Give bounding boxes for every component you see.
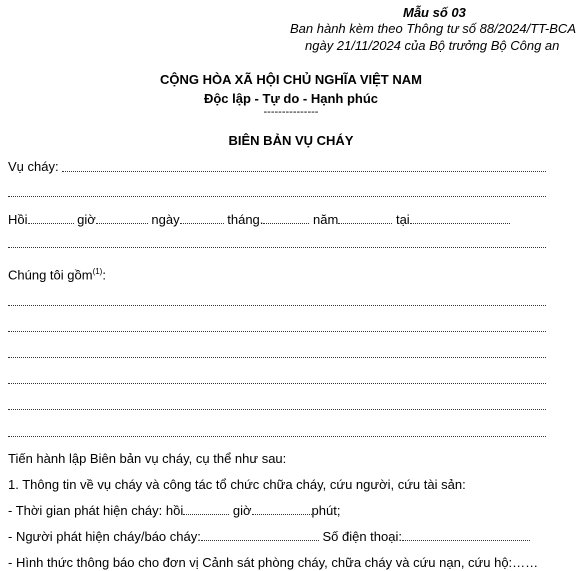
footnote-marker: (1)	[92, 267, 103, 276]
blank-line[interactable]	[8, 196, 546, 197]
nguoi-phat-hien-blank[interactable]	[201, 530, 319, 541]
thoi-gian-hour-blank[interactable]	[183, 504, 229, 515]
tai-label: tại	[395, 212, 410, 227]
blank-line[interactable]	[8, 409, 546, 410]
blank-line[interactable]	[8, 436, 546, 437]
nguoi-phat-hien-row	[8, 529, 530, 544]
blank-line[interactable]	[8, 383, 546, 384]
thoi-gian-minute-blank[interactable]	[252, 504, 312, 515]
tai-blank[interactable]	[410, 213, 510, 224]
ngay-blank[interactable]	[180, 213, 224, 224]
blank-line[interactable]	[8, 357, 546, 358]
document-title: BIÊN BẢN VỤ CHÁY	[228, 133, 354, 148]
ngay-label: ngày	[151, 212, 180, 227]
thoi-gian-row	[8, 503, 340, 518]
thoi-gian-label: - Thời gian phát hiện cháy: hồi	[8, 503, 184, 518]
section-1-heading: 1. Thông tin về vụ cháy và công tác tổ chức chữa cháy, cứu người, cứu tài sản:	[8, 477, 466, 492]
national-title: CỘNG HÒA XÃ HỘI CHỦ NGHĨA VIỆT NAM	[160, 72, 422, 87]
gio-blank[interactable]	[96, 213, 148, 224]
chung-toi-label: Chúng tôi gồm	[8, 267, 93, 283]
issued-line-1: Ban hành kèm theo Thông tư số 88/2024/TT-BCA	[290, 21, 576, 36]
thang-label: tháng.	[227, 212, 264, 227]
time-place-row	[8, 212, 510, 227]
national-motto: Độc lập - Tự do - Hạnh phúc	[203, 91, 379, 106]
blank-line[interactable]	[8, 331, 546, 332]
tien-hanh-text: Tiến hành lập Biên bản vụ cháy, cụ thể như sau:	[8, 451, 287, 466]
hoi-label: Hồi	[8, 212, 28, 227]
nguoi-phat-hien-label: - Người phát hiện cháy/báo cháy:	[8, 529, 201, 544]
field-vu-chay-label: Vụ cháy:	[8, 159, 59, 174]
so-dien-thoai-label: Số điện thoại:	[322, 529, 402, 544]
blank-line[interactable]	[8, 305, 546, 306]
nam-blank[interactable]	[338, 213, 392, 224]
thang-blank[interactable]	[263, 213, 309, 224]
thoi-gian-gio-label: giờ	[232, 503, 252, 518]
motto-divider: ---------------	[263, 106, 319, 118]
hoi-blank[interactable]	[28, 213, 74, 224]
form-number: Mẫu số 03	[403, 5, 466, 20]
nam-label: năm	[313, 212, 339, 227]
issued-line-2: ngày 21/11/2024 của Bộ trưởng Bộ Công an	[305, 38, 560, 53]
so-dien-thoai-blank[interactable]	[402, 530, 530, 541]
blank-line[interactable]	[8, 247, 546, 248]
chung-toi-gom: Chúng tôi gồm$^{(1)}$:	[8, 267, 106, 283]
hinh-thuc-thong-bao: - Hình thức thông báo cho đơn vị Cảnh sát phòng cháy, chữa cháy và cứu nạn, cứu hộ:……	[8, 555, 539, 570]
field-vu-chay-line[interactable]	[62, 171, 546, 172]
gio-label: giờ	[77, 212, 96, 227]
thoi-gian-phut-label: phút;	[311, 503, 341, 518]
